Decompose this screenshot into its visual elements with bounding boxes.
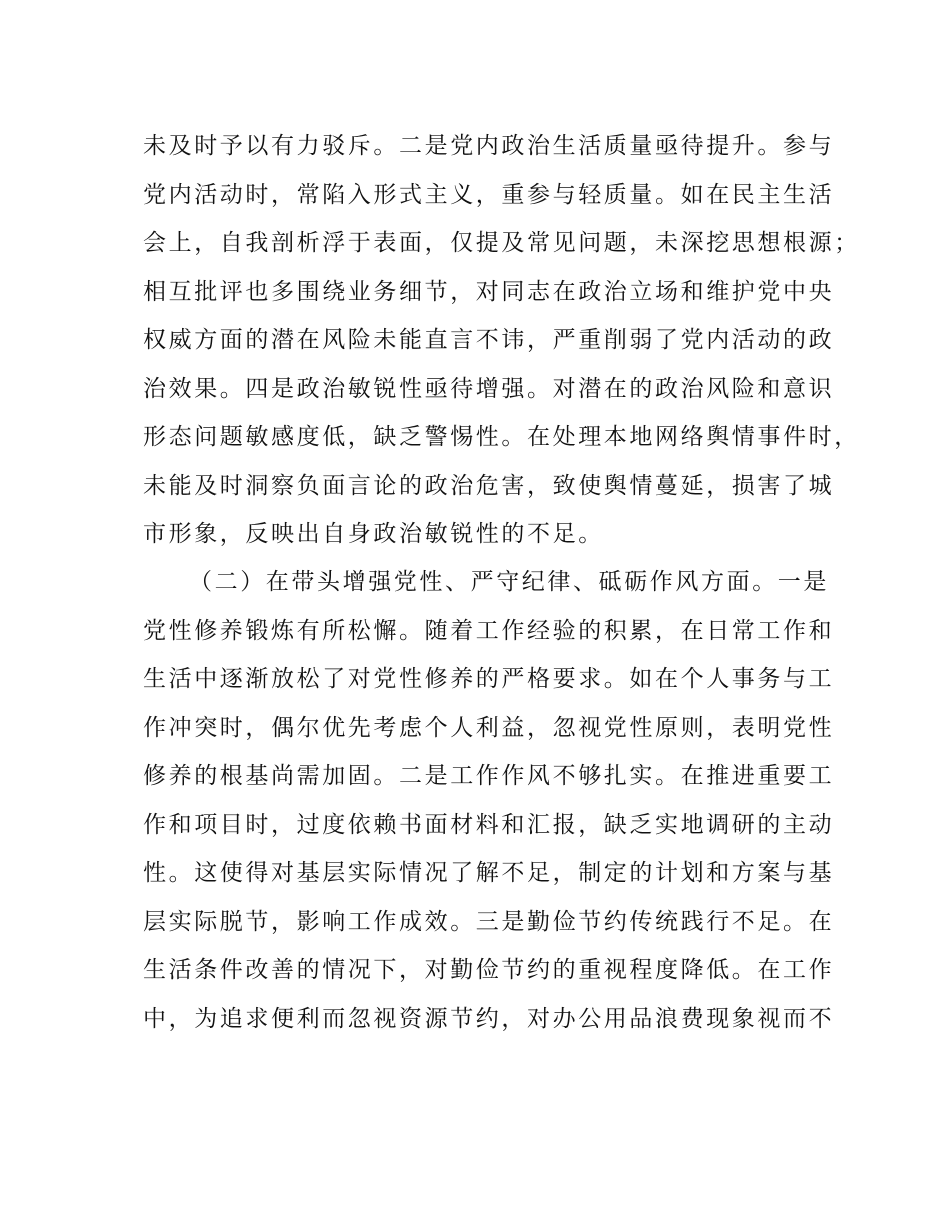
text-line: 党内活动时，常陷入形式主义，重参与轻质量。如在民主生活 xyxy=(143,181,835,208)
text-line: 会上，自我剖析浮于表面，仅提及常见问题，未深挖思想根源； xyxy=(143,230,860,256)
text-line: 修养的根基尚需加固。二是工作作风不够扎实。在推进重要工 xyxy=(143,763,835,789)
text-line: 党性修养锻炼有所松懈。随着工作经验的积累，在日常工作和 xyxy=(143,617,835,644)
text-line: 相互批评也多围绕业务细节，对同志在政治立场和维护党中央 xyxy=(143,278,835,305)
text-line: 治效果。四是政治敏锐性亟待增强。对潜在的政治风险和意识 xyxy=(143,375,835,402)
text-line: 作和项目时，过度依赖书面材料和汇报，缺乏实地调研的主动 xyxy=(143,811,835,838)
text-line: 生活中逐渐放松了对党性修养的严格要求。如在个人事务与工 xyxy=(143,666,835,692)
text-line: 未能及时洞察负面言论的政治危害，致使舆情蔓延，损害了城 xyxy=(143,472,835,499)
text-line: 性。这使得对基层实际情况了解不足，制定的计划和方案与基 xyxy=(143,860,835,886)
text-line: 作冲突时，偶尔优先考虑个人利益，忽视党性原则，表明党性 xyxy=(143,714,835,741)
text-line: 形态问题敏感度低，缺乏警惕性。在处理本地网络舆情事件时， xyxy=(143,424,860,450)
text-line: 中，为追求便利而忽视资源节约，对办公用品浪费现象视而不 xyxy=(143,1005,835,1032)
text-line: 市形象，反映出自身政治敏锐性的不足。 xyxy=(143,521,604,547)
text-line: 层实际脱节，影响工作成效。三是勤俭节约传统践行不足。在 xyxy=(143,908,835,935)
paragraph-2 xyxy=(143,558,835,1043)
text-line: 生活条件改善的情况下，对勤俭节约的重视程度降低。在工作 xyxy=(143,957,835,983)
text-line: 未及时予以有力驳斥。二是党内政治生活质量亟待提升。参与 xyxy=(143,133,835,159)
text-line: （二）在带头增强党性、严守纪律、砥砺作风方面。一是 xyxy=(189,569,829,595)
text-line: 权威方面的潜在风险未能直言不讳，严重削弱了党内活动的政 xyxy=(143,327,835,353)
paragraph-1 xyxy=(143,122,860,559)
